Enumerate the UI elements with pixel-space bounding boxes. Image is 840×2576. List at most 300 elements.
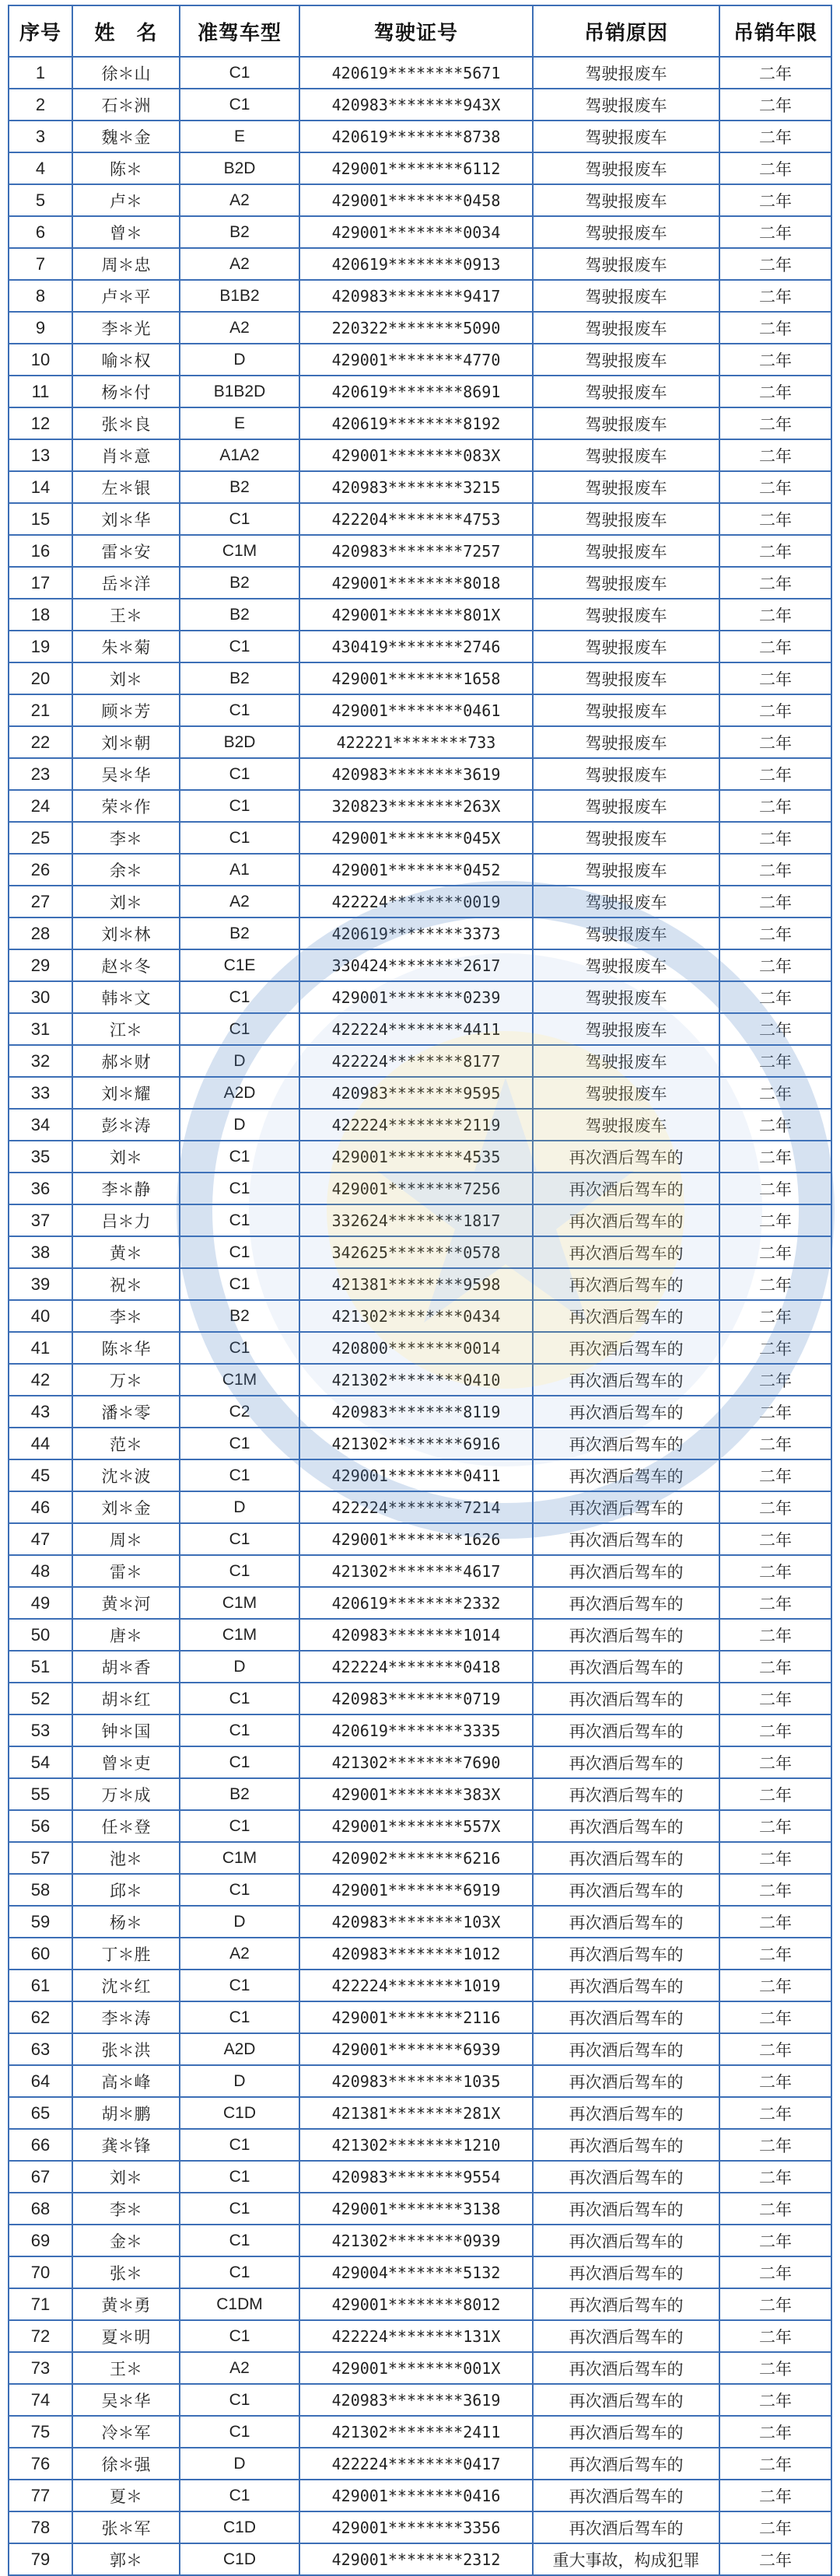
revocation-reason-cell: 再次酒后驾车的 (533, 2288, 719, 2320)
driver-name-cell: 王＊ (72, 599, 180, 631)
table-row (9, 2416, 831, 2448)
table-row (9, 280, 831, 312)
license-number-cell: 429001********1626 (299, 1523, 533, 1555)
row-index-cell: 60 (9, 1938, 72, 1970)
driver-name-cell: 王＊ (72, 2352, 180, 2384)
driver-name-cell: 胡＊红 (72, 1683, 180, 1714)
revocation-period-cell: 二年 (719, 1714, 831, 1746)
revocation-reason-cell: 驾驶报废车 (533, 471, 719, 503)
vehicle-class-cell: B2D (180, 152, 299, 184)
revocation-reason-cell: 再次酒后驾车的 (533, 1459, 719, 1491)
driver-name-cell: 韩＊文 (72, 981, 180, 1013)
table-row (9, 2001, 831, 2033)
revocation-reason-cell: 驾驶报废车 (533, 503, 719, 535)
table-row (9, 1300, 831, 1332)
revocation-period-cell: 二年 (719, 2033, 831, 2065)
row-index-cell: 16 (9, 535, 72, 567)
revocation-reason-cell: 再次酒后驾车的 (533, 2416, 719, 2448)
revocation-period-cell: 二年 (719, 1619, 831, 1651)
license-number-cell: 429001********6939 (299, 2033, 533, 2065)
table-row (9, 1268, 831, 1300)
license-number-cell: 422204********4753 (299, 503, 533, 535)
row-index-cell: 14 (9, 471, 72, 503)
vehicle-class-cell: C1M (180, 535, 299, 567)
revocation-reason-cell: 再次酒后驾车的 (533, 1364, 719, 1396)
table-row (9, 1523, 831, 1555)
table-row (9, 1332, 831, 1364)
revocation-period-cell: 二年 (719, 1045, 831, 1077)
license-number-cell: 429001********8018 (299, 567, 533, 599)
vehicle-class-cell: C1 (180, 694, 299, 726)
driver-name-cell: 郭＊ (72, 2543, 180, 2575)
license-number-cell: 420983********8119 (299, 1396, 533, 1428)
license-number-cell: 429001********0461 (299, 694, 533, 726)
table-row (9, 1459, 831, 1491)
row-index-cell: 63 (9, 2033, 72, 2065)
license-number-cell: 429001********2312 (299, 2543, 533, 2575)
table-row (9, 599, 831, 631)
vehicle-class-cell: C1 (180, 1428, 299, 1459)
revocation-reason-cell: 驾驶报废车 (533, 918, 719, 949)
revocation-reason-cell: 驾驶报废车 (533, 376, 719, 407)
revocation-reason-cell: 驾驶报废车 (533, 567, 719, 599)
revocation-period-cell: 二年 (719, 2065, 831, 2097)
license-number-cell: 429001********045X (299, 822, 533, 854)
revocation-period-cell: 二年 (719, 216, 831, 248)
revocation-period-cell: 二年 (719, 1555, 831, 1587)
row-index-cell: 44 (9, 1428, 72, 1459)
row-index-cell: 76 (9, 2448, 72, 2480)
table-row (9, 2033, 831, 2065)
table-row (9, 376, 831, 407)
table-row (9, 1619, 831, 1651)
driver-name-cell: 江＊ (72, 1013, 180, 1045)
table-row (9, 2384, 831, 2416)
vehicle-class-cell: B2 (180, 599, 299, 631)
license-number-cell: 220322********5090 (299, 312, 533, 344)
table-row (9, 89, 831, 121)
vehicle-class-cell: C1 (180, 1204, 299, 1236)
row-index-cell: 69 (9, 2225, 72, 2256)
license-number-cell: 429001********0452 (299, 854, 533, 886)
vehicle-class-cell: A2 (180, 312, 299, 344)
revocation-reason-cell: 再次酒后驾车的 (533, 2225, 719, 2256)
revocation-reason-cell: 驾驶报废车 (533, 1013, 719, 1045)
driver-name-cell: 冷＊军 (72, 2416, 180, 2448)
driver-name-cell: 刘＊林 (72, 918, 180, 949)
table-row (9, 2097, 831, 2129)
revocation-period-cell: 二年 (719, 2001, 831, 2033)
table-row (9, 2448, 831, 2480)
revocation-period-cell: 二年 (719, 312, 831, 344)
revocation-period-cell: 二年 (719, 503, 831, 535)
revocation-reason-cell: 驾驶报废车 (533, 822, 719, 854)
table-row (9, 631, 831, 662)
table-row (9, 2288, 831, 2320)
table-row (9, 2480, 831, 2511)
driver-name-cell: 李＊涛 (72, 2001, 180, 2033)
table-row (9, 1077, 831, 1109)
revocation-reason-cell: 再次酒后驾车的 (533, 1714, 719, 1746)
revocation-period-cell: 二年 (719, 1332, 831, 1364)
revocation-reason-cell: 再次酒后驾车的 (533, 1810, 719, 1842)
driver-name-cell: 万＊ (72, 1364, 180, 1396)
vehicle-class-cell: D (180, 1491, 299, 1523)
driver-name-cell: 龚＊锋 (72, 2129, 180, 2161)
driver-name-cell: 夏＊明 (72, 2320, 180, 2352)
revocation-reason-cell: 再次酒后驾车的 (533, 2256, 719, 2288)
revocation-reason-cell: 再次酒后驾车的 (533, 2448, 719, 2480)
header-vehicle-class: 准驾车型 (180, 5, 299, 57)
header-license-number: 驾驶证号 (299, 5, 533, 57)
license-number-cell: 429001********8012 (299, 2288, 533, 2320)
driver-name-cell: 吴＊华 (72, 2384, 180, 2416)
revocation-period-cell: 二年 (719, 2320, 831, 2352)
vehicle-class-cell: B2 (180, 216, 299, 248)
table-row (9, 2225, 831, 2256)
revocation-reason-cell: 再次酒后驾车的 (533, 1938, 719, 1970)
license-number-cell: 422224********8177 (299, 1045, 533, 1077)
row-index-cell: 48 (9, 1555, 72, 1587)
driver-name-cell: 张＊良 (72, 407, 180, 439)
vehicle-class-cell: C1 (180, 1173, 299, 1204)
vehicle-class-cell: D (180, 1906, 299, 1938)
license-number-cell: 420800********0014 (299, 1332, 533, 1364)
vehicle-class-cell: B1B2 (180, 280, 299, 312)
driver-name-cell: 刘＊金 (72, 1491, 180, 1523)
row-index-cell: 55 (9, 1778, 72, 1810)
vehicle-class-cell: C1 (180, 89, 299, 121)
revocation-period-cell: 二年 (719, 1236, 831, 1268)
license-number-cell: 429001********0411 (299, 1459, 533, 1491)
driver-name-cell: 肖＊意 (72, 439, 180, 471)
revocation-period-cell: 二年 (719, 248, 831, 280)
license-number-cell: 422224********0019 (299, 886, 533, 918)
table-row (9, 1874, 831, 1906)
license-revocation-table-container (8, 5, 831, 2576)
driver-name-cell: 岳＊洋 (72, 567, 180, 599)
row-index-cell: 12 (9, 407, 72, 439)
row-index-cell: 29 (9, 949, 72, 981)
revocation-period-cell: 二年 (719, 1204, 831, 1236)
row-index-cell: 42 (9, 1364, 72, 1396)
revocation-reason-cell: 再次酒后驾车的 (533, 1587, 719, 1619)
vehicle-class-cell: C1 (180, 1874, 299, 1906)
table-row (9, 822, 831, 854)
driver-name-cell: 卢＊平 (72, 280, 180, 312)
revocation-period-cell: 二年 (719, 2288, 831, 2320)
revocation-reason-cell: 驾驶报废车 (533, 89, 719, 121)
revocation-reason-cell: 重大事故，构成犯罪 (533, 2543, 719, 2575)
driver-name-cell: 魏＊金 (72, 121, 180, 152)
revocation-period-cell: 二年 (719, 1842, 831, 1874)
vehicle-class-cell: C1M (180, 1619, 299, 1651)
vehicle-class-cell: C1D (180, 2097, 299, 2129)
driver-name-cell: 黄＊河 (72, 1587, 180, 1619)
license-number-cell: 420619********8738 (299, 121, 533, 152)
revocation-reason-cell: 驾驶报废车 (533, 1077, 719, 1109)
vehicle-class-cell: D (180, 2065, 299, 2097)
revocation-period-cell: 二年 (719, 1746, 831, 1778)
driver-name-cell: 杨＊ (72, 1906, 180, 1938)
license-number-cell: 420983********1012 (299, 1938, 533, 1970)
vehicle-class-cell: C1 (180, 503, 299, 535)
row-index-cell: 57 (9, 1842, 72, 1874)
header-name: 姓 名 (72, 5, 180, 57)
revocation-reason-cell: 再次酒后驾车的 (533, 1268, 719, 1300)
revocation-reason-cell: 再次酒后驾车的 (533, 1683, 719, 1714)
license-revocation-table (8, 5, 832, 2576)
row-index-cell: 64 (9, 2065, 72, 2097)
revocation-period-cell: 二年 (719, 949, 831, 981)
revocation-period-cell: 二年 (719, 280, 831, 312)
revocation-reason-cell: 再次酒后驾车的 (533, 1204, 719, 1236)
row-index-cell: 62 (9, 2001, 72, 2033)
license-number-cell: 429001********4770 (299, 344, 533, 376)
vehicle-class-cell: A1 (180, 854, 299, 886)
table-row (9, 758, 831, 790)
license-number-cell: 420983********0719 (299, 1683, 533, 1714)
revocation-reason-cell: 驾驶报废车 (533, 57, 719, 89)
row-index-cell: 18 (9, 599, 72, 631)
vehicle-class-cell: D (180, 1045, 299, 1077)
vehicle-class-cell: D (180, 1651, 299, 1683)
table-row (9, 121, 831, 152)
row-index-cell: 15 (9, 503, 72, 535)
table-row (9, 439, 831, 471)
revocation-period-cell: 二年 (719, 1778, 831, 1810)
revocation-period-cell: 二年 (719, 1396, 831, 1428)
vehicle-class-cell: C1 (180, 758, 299, 790)
row-index-cell: 67 (9, 2161, 72, 2193)
driver-name-cell: 张＊军 (72, 2511, 180, 2543)
license-number-cell: 429001********0458 (299, 184, 533, 216)
driver-name-cell: 顾＊芳 (72, 694, 180, 726)
license-number-cell: 422224********7214 (299, 1491, 533, 1523)
revocation-reason-cell: 再次酒后驾车的 (533, 1491, 719, 1523)
row-index-cell: 30 (9, 981, 72, 1013)
vehicle-class-cell: C1 (180, 1714, 299, 1746)
driver-name-cell: 徐＊山 (72, 57, 180, 89)
row-index-cell: 53 (9, 1714, 72, 1746)
driver-name-cell: 李＊ (72, 1300, 180, 1332)
license-number-cell: 422224********0417 (299, 2448, 533, 2480)
revocation-period-cell: 二年 (719, 758, 831, 790)
row-index-cell: 27 (9, 886, 72, 918)
vehicle-class-cell: A2D (180, 1077, 299, 1109)
revocation-period-cell: 二年 (719, 1141, 831, 1173)
row-index-cell: 58 (9, 1874, 72, 1906)
vehicle-class-cell: C1 (180, 1141, 299, 1173)
table-header (9, 5, 831, 57)
vehicle-class-cell: C1 (180, 1236, 299, 1268)
license-number-cell: 420619********8691 (299, 376, 533, 407)
driver-name-cell: 刘＊ (72, 662, 180, 694)
driver-name-cell: 沈＊红 (72, 1970, 180, 2001)
table-row (9, 2129, 831, 2161)
license-number-cell: 420983********9595 (299, 1077, 533, 1109)
driver-name-cell: 彭＊涛 (72, 1109, 180, 1141)
revocation-period-cell: 二年 (719, 121, 831, 152)
revocation-period-cell: 二年 (719, 1077, 831, 1109)
row-index-cell: 73 (9, 2352, 72, 2384)
table-row (9, 1204, 831, 1236)
revocation-reason-cell: 再次酒后驾车的 (533, 1300, 719, 1332)
vehicle-class-cell: C1 (180, 1970, 299, 2001)
revocation-period-cell: 二年 (719, 790, 831, 822)
driver-name-cell: 张＊ (72, 2256, 180, 2288)
license-number-cell: 430419********2746 (299, 631, 533, 662)
driver-name-cell: 朱＊菊 (72, 631, 180, 662)
vehicle-class-cell: C1 (180, 1746, 299, 1778)
driver-name-cell: 邱＊ (72, 1874, 180, 1906)
row-index-cell: 34 (9, 1109, 72, 1141)
revocation-period-cell: 二年 (719, 57, 831, 89)
revocation-reason-cell: 驾驶报废车 (533, 121, 719, 152)
table-row (9, 1810, 831, 1842)
revocation-period-cell: 二年 (719, 1938, 831, 1970)
revocation-period-cell: 二年 (719, 1013, 831, 1045)
revocation-reason-cell: 驾驶报废车 (533, 1109, 719, 1141)
license-number-cell: 420619********2332 (299, 1587, 533, 1619)
driver-name-cell: 黄＊勇 (72, 2288, 180, 2320)
table-row (9, 726, 831, 758)
driver-name-cell: 陈＊ (72, 152, 180, 184)
table-row (9, 1045, 831, 1077)
revocation-reason-cell: 驾驶报废车 (533, 248, 719, 280)
table-row (9, 1141, 831, 1173)
table-row (9, 981, 831, 1013)
table-row (9, 1970, 831, 2001)
revocation-reason-cell: 驾驶报废车 (533, 344, 719, 376)
revocation-reason-cell: 驾驶报废车 (533, 790, 719, 822)
driver-name-cell: 石＊洲 (72, 89, 180, 121)
revocation-period-cell: 二年 (719, 2543, 831, 2575)
driver-name-cell: 荣＊作 (72, 790, 180, 822)
revocation-period-cell: 二年 (719, 2097, 831, 2129)
license-number-cell: 421302********0410 (299, 1364, 533, 1396)
row-index-cell: 26 (9, 854, 72, 886)
revocation-period-cell: 二年 (719, 89, 831, 121)
row-index-cell: 75 (9, 2416, 72, 2448)
table-row (9, 503, 831, 535)
table-row (9, 2320, 831, 2352)
license-number-cell: 429001********6919 (299, 1874, 533, 1906)
driver-name-cell: 刘＊ (72, 886, 180, 918)
driver-name-cell: 刘＊朝 (72, 726, 180, 758)
row-index-cell: 38 (9, 1236, 72, 1268)
table-row (9, 662, 831, 694)
license-number-cell: 421302********2411 (299, 2416, 533, 2448)
license-number-cell: 420983********943X (299, 89, 533, 121)
revocation-reason-cell: 再次酒后驾车的 (533, 2001, 719, 2033)
row-index-cell: 32 (9, 1045, 72, 1077)
license-number-cell: 421302********7690 (299, 1746, 533, 1778)
revocation-period-cell: 二年 (719, 2161, 831, 2193)
license-number-cell: 422224********0418 (299, 1651, 533, 1683)
revocation-reason-cell: 再次酒后驾车的 (533, 1141, 719, 1173)
license-number-cell: 420619********3373 (299, 918, 533, 949)
revocation-period-cell: 二年 (719, 1651, 831, 1683)
driver-name-cell: 范＊ (72, 1428, 180, 1459)
table-row (9, 1428, 831, 1459)
table-row (9, 1714, 831, 1746)
row-index-cell: 65 (9, 2097, 72, 2129)
table-body (9, 57, 831, 2575)
revocation-period-cell: 二年 (719, 1587, 831, 1619)
revocation-period-cell: 二年 (719, 631, 831, 662)
vehicle-class-cell: B2 (180, 471, 299, 503)
revocation-reason-cell: 再次酒后驾车的 (533, 1906, 719, 1938)
row-index-cell: 51 (9, 1651, 72, 1683)
license-number-cell: 422224********131X (299, 2320, 533, 2352)
table-row (9, 2161, 831, 2193)
driver-name-cell: 曾＊ (72, 216, 180, 248)
driver-name-cell: 李＊静 (72, 1173, 180, 1204)
table-row (9, 1938, 831, 1970)
vehicle-class-cell: C1D (180, 2543, 299, 2575)
row-index-cell: 23 (9, 758, 72, 790)
revocation-reason-cell: 再次酒后驾车的 (533, 1651, 719, 1683)
table-row (9, 694, 831, 726)
revocation-period-cell: 二年 (719, 1683, 831, 1714)
vehicle-class-cell: A2 (180, 1938, 299, 1970)
revocation-reason-cell: 驾驶报废车 (533, 1045, 719, 1077)
driver-name-cell: 李＊ (72, 822, 180, 854)
revocation-reason-cell: 驾驶报废车 (533, 280, 719, 312)
license-number-cell: 429001********6112 (299, 152, 533, 184)
license-number-cell: 429001********083X (299, 439, 533, 471)
vehicle-class-cell: C2 (180, 1396, 299, 1428)
vehicle-class-cell: C1 (180, 1013, 299, 1045)
row-index-cell: 36 (9, 1173, 72, 1204)
vehicle-class-cell: C1 (180, 981, 299, 1013)
license-number-cell: 429001********0416 (299, 2480, 533, 2511)
revocation-period-cell: 二年 (719, 1428, 831, 1459)
revocation-period-cell: 二年 (719, 567, 831, 599)
driver-name-cell: 卢＊ (72, 184, 180, 216)
vehicle-class-cell: E (180, 407, 299, 439)
driver-name-cell: 陈＊华 (72, 1332, 180, 1364)
license-number-cell: 429001********383X (299, 1778, 533, 1810)
vehicle-class-cell: C1 (180, 631, 299, 662)
row-index-cell: 20 (9, 662, 72, 694)
header-row (9, 5, 831, 57)
row-index-cell: 70 (9, 2256, 72, 2288)
revocation-reason-cell: 再次酒后驾车的 (533, 1619, 719, 1651)
table-row (9, 1236, 831, 1268)
revocation-reason-cell: 再次酒后驾车的 (533, 1173, 719, 1204)
table-row (9, 1555, 831, 1587)
license-number-cell: 429001********2116 (299, 2001, 533, 2033)
row-index-cell: 71 (9, 2288, 72, 2320)
revocation-period-cell: 二年 (719, 2416, 831, 2448)
revocation-period-cell: 二年 (719, 822, 831, 854)
driver-name-cell: 周＊忠 (72, 248, 180, 280)
revocation-period-cell: 二年 (719, 1268, 831, 1300)
table-row (9, 2256, 831, 2288)
revocation-reason-cell: 再次酒后驾车的 (533, 2480, 719, 2511)
driver-name-cell: 李＊光 (72, 312, 180, 344)
row-index-cell: 72 (9, 2320, 72, 2352)
row-index-cell: 78 (9, 2511, 72, 2543)
revocation-reason-cell: 再次酒后驾车的 (533, 2384, 719, 2416)
vehicle-class-cell: C1 (180, 2161, 299, 2193)
row-index-cell: 13 (9, 439, 72, 471)
driver-name-cell: 刘＊ (72, 2161, 180, 2193)
revocation-period-cell: 二年 (719, 2256, 831, 2288)
row-index-cell: 56 (9, 1810, 72, 1842)
